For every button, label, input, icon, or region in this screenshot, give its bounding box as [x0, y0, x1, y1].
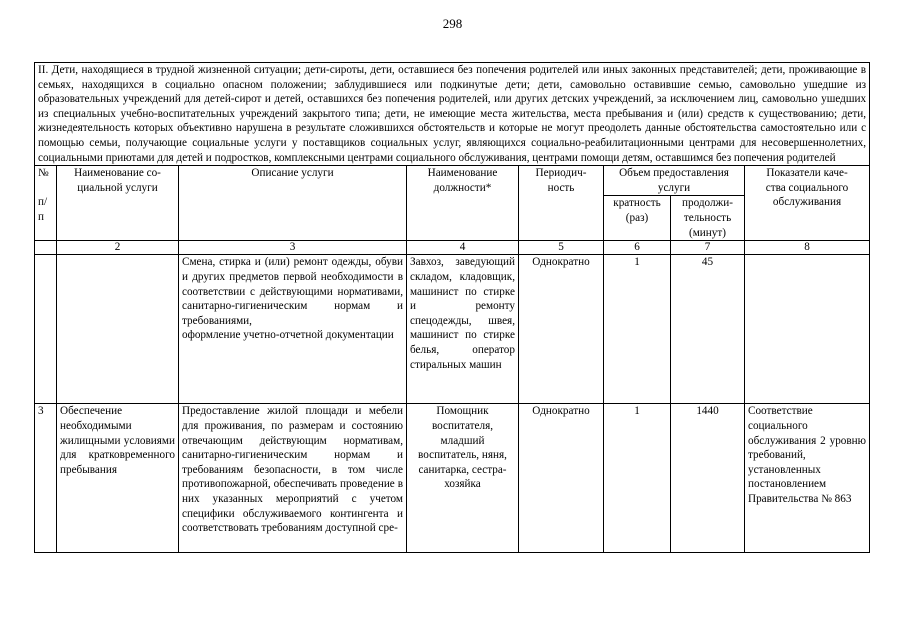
header-periodicity: Периодич- ность — [519, 166, 604, 241]
row-service-name: Обеспечение необходимыми жилищными условиями для кратковременного пребывания — [57, 404, 179, 553]
services-table — [34, 62, 870, 553]
row-multiplicity: 1 — [604, 255, 671, 404]
row-num: 3 — [35, 404, 57, 553]
row-position: Завхоз, заведующий складом, кладовщик, машинист по стирке и ремонту спецодежды, швея, машинист по стирке белья, оператор стиральных машин — [407, 255, 519, 404]
header-service-name: Наименование со- циальной услуги — [57, 166, 179, 241]
column-number-row — [35, 241, 870, 255]
row-periodicity: Однократно — [519, 404, 604, 553]
column-number: 6 — [604, 241, 671, 255]
column-number: 7 — [671, 241, 745, 255]
header-multiplicity: кратность (раз) — [604, 196, 671, 241]
header-num: № п/ п — [35, 166, 57, 241]
header-description: Описание услуги — [179, 166, 407, 241]
header-position: Наименование должности* — [407, 166, 519, 241]
header-quality: Показатели каче- ства социального обслуживания — [745, 166, 870, 241]
header-duration: продолжи- тельность (минут) — [671, 196, 745, 241]
row-duration: 1440 — [671, 404, 745, 553]
row-duration: 45 — [671, 255, 745, 404]
row-quality: Соответствие социального обслуживания 2 уровню требований, установленных постановлением Правительства № 863 — [745, 404, 870, 553]
column-number: 2 — [57, 241, 179, 255]
page-number: 298 — [442, 16, 463, 31]
row-num — [35, 255, 57, 404]
row-multiplicity: 1 — [604, 404, 671, 553]
column-number: 4 — [407, 241, 519, 255]
section-row — [35, 63, 870, 166]
row-service-name — [57, 255, 179, 404]
row-periodicity: Однократно — [519, 255, 604, 404]
table-row — [35, 255, 870, 404]
table-row — [35, 404, 870, 553]
row-description: Предоставление жилой площади и мебели для проживания, по размерам и состоянию отвечающим действующим нормативам, санитарно-гигиеническим нормам и требованиям безопасности, в том числе противопожарной, обеспечивать проведение в них указанных мероприятий с учетом специфики обслуживаемого контингента и соответствовать требованиям доступной сре- — [179, 404, 407, 553]
row-description: Смена, стирка и (или) ремонт одежды, обуви и других предметов первой необходимости в соответствии с действующими нормативами, санитарно-гигиеническим нормам и требованиями, оформление учетно-отчетной документации — [179, 255, 407, 404]
row-position: Помощник воспитателя, младший воспитатель, няня, санитарка, сестра-хозяйка — [407, 404, 519, 553]
column-number: 3 — [179, 241, 407, 255]
column-number: 5 — [519, 241, 604, 255]
header-volume: Объем предоставления услуги — [604, 166, 745, 196]
row-quality — [745, 255, 870, 404]
column-number-empty — [35, 241, 57, 255]
section-title: II. Дети, находящиеся в трудной жизненной ситуации; дети-сироты, дети, оставшиеся без попечения родителей или иных законных представителей; дети, проживающие в семьях, находящихся в социально опасном положении; заблудившиеся или подкинутые дети; дети, самовольно оставившие семью, самовольно ушедшие из образовательных учреждений для детей-сирот и детей, оставшихся без попечения родителей, или других детских учреждений, за исключением лиц, самовольно ушедших из специальных учебно-воспитательных учреждений закрытого типа; дети, не имеющие места жительства, места пребывания и (или) средств к существованию; дети, жизнедеятельность которых объективно нарушена в результате сложившихся обстоятельств и которые не могут преодолеть данные обстоятельства самостоятельно или с помощью семьи, получающие социальные услуги у поставщиков социальных услуг, являющихся социально-реабилитационными центрами для несовершеннолетних, социальными приютами для детей и подростков, комплексными центрами социального обслуживания, центрами помощи детям, оставшимся без попечения родителей — [35, 63, 870, 166]
column-number: 8 — [745, 241, 870, 255]
header-row — [35, 166, 870, 196]
